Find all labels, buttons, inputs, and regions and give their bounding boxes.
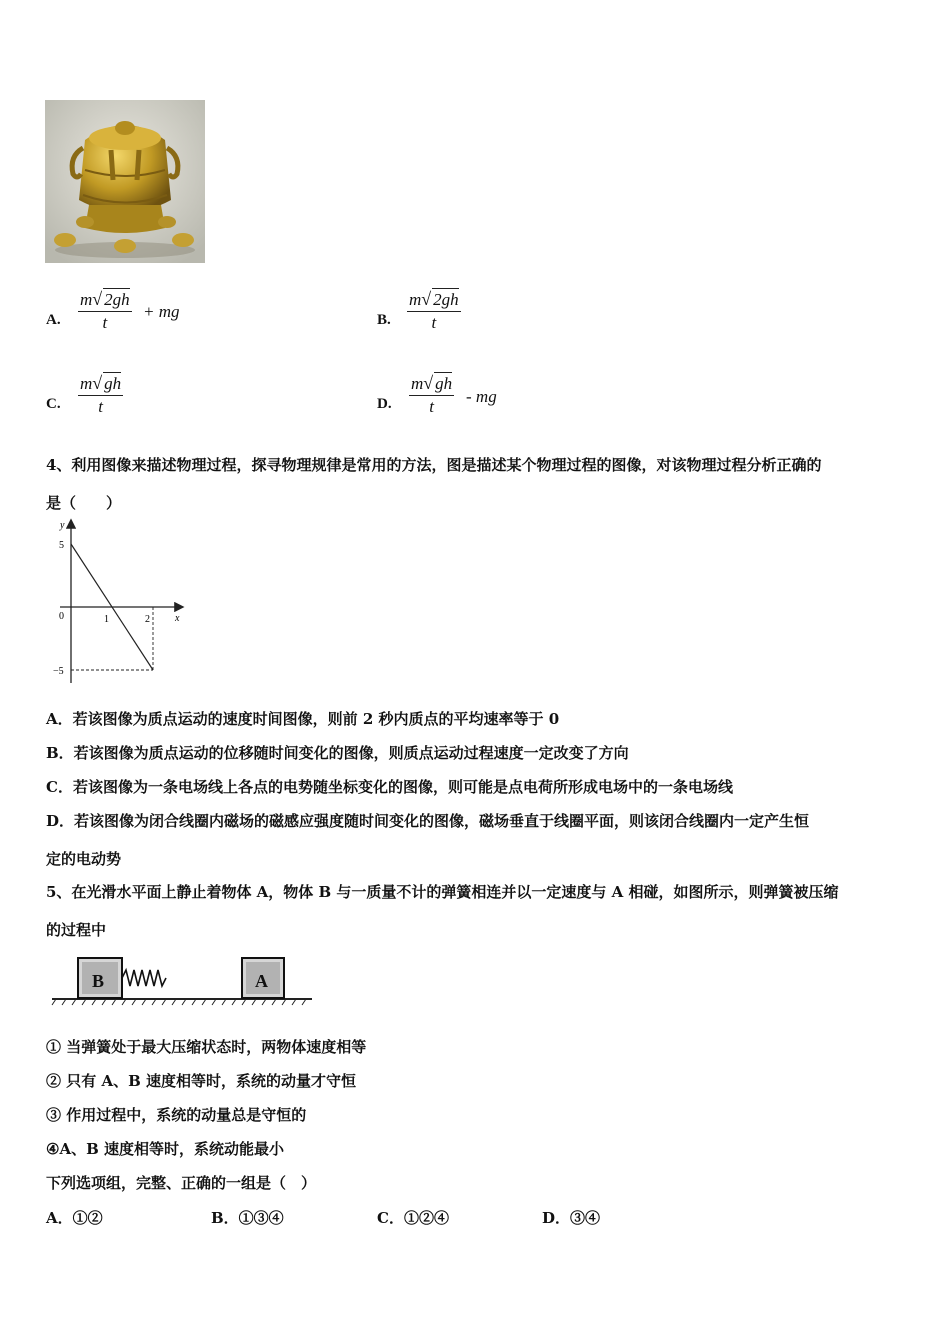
fraction: $\frac{m√ 2gh}{t}$ <box>80 289 130 332</box>
seismograph-image <box>45 100 205 263</box>
q4-option-b: B．若该图像为质点运动的位移随时间变化的图像，则质点运动过程速度一定改变了方向 <box>46 744 629 762</box>
spring <box>122 970 166 986</box>
q5-choice-b: B．①③④ <box>211 1209 284 1227</box>
x-tick-label: 2 <box>145 614 150 625</box>
q5-choice-d: D．③④ <box>542 1209 601 1227</box>
q5-statement-4: ④A、B 速度相等时，系统动能最小 <box>46 1140 284 1158</box>
q5-statement-1: ① 当弹簧处于最大压缩状态时，两物体速度相等 <box>46 1038 367 1056</box>
fraction: $\frac{m√ 2gh}{t}$ <box>409 289 459 332</box>
q5-statement-2: ② 只有 A、B 速度相等时，系统的动量才守恒 <box>46 1072 356 1090</box>
q4-option-d: D．若该图像为闭合线圈内磁场的磁感应强度随时间变化的图像，磁场垂直于线圈平面，则该闭合线圈内一定产生恒 <box>46 812 810 830</box>
q4-option-d-cont: 定的电动势 <box>46 850 122 868</box>
q4-stem-line1: 4、利用图像来描述物理过程，探寻物理规律是常用的方法，图是描述某个物理过程的图像，对该物理过程分析正确的 <box>46 456 822 474</box>
q5-statement-3: ③ 作用过程中，系统的动量总是守恒的 <box>46 1106 307 1124</box>
q4-option-c: C．若该图像为一条电场线上各点的电势随坐标变化的图像，则可能是点电荷所形成电场中的一条电场线 <box>46 778 733 796</box>
origin-label: 0 <box>59 611 64 622</box>
q4-option-a: A．若该图像为质点运动的速度时间图像，则前 2 秒内质点的平均速率等于 0 <box>46 710 560 728</box>
q4-graph <box>50 515 190 685</box>
q5-prompt: 下列选项组，完整、正确的一组是（ ） <box>46 1174 317 1192</box>
q5-stem-line1: 5、在光滑水平面上静止着物体 A，物体 B 与一质量不计的弹簧相连并以一定速度与 A 相碰，如图所示，则弹簧被压缩 <box>46 883 839 901</box>
q5-choice-c: C．①②④ <box>377 1209 449 1227</box>
block-b-label: B <box>92 971 105 991</box>
y-axis-label: y <box>60 520 65 531</box>
y-tick-label: −5 <box>53 666 64 677</box>
x-tick-label: 1 <box>104 614 109 625</box>
q5-figure <box>50 955 315 1010</box>
q4-stem-line2: 是（ ） <box>46 494 122 512</box>
fraction: $\frac{m√ gh}{t}$ <box>411 373 453 416</box>
block-a-label: A <box>255 971 268 991</box>
q5-choice-a: A．①② <box>46 1209 103 1227</box>
fraction: $\frac{m√ gh}{t}$ <box>80 373 122 416</box>
y-tick-label: 5 <box>59 540 64 551</box>
x-axis-label: x <box>175 613 180 624</box>
q5-stem-line2: 的过程中 <box>46 921 107 939</box>
